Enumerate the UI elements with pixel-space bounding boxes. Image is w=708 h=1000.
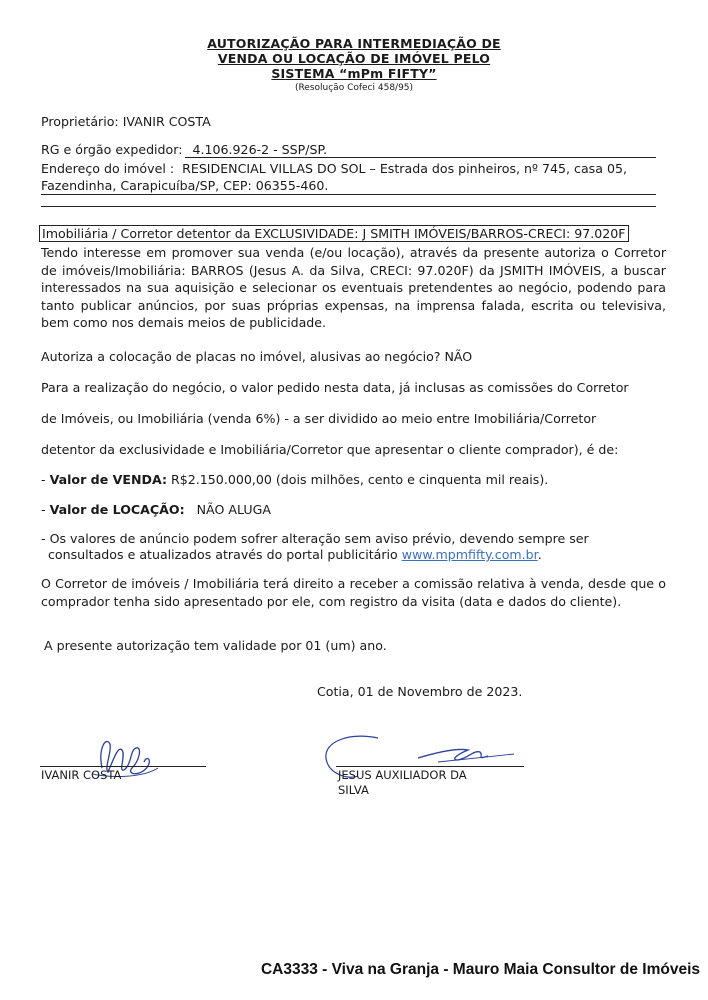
portal-link[interactable]: www.mpmfifty.com.br [401, 547, 538, 562]
owner-signature-name: IVANIR COSTA [41, 768, 122, 782]
interest-paragraph: Tendo interesse em promover sua venda (e/ou locação), através da presente autoriza o Corretor de imóveis/Imobiliária: BARROS (Jesus A. da Silva, CRECI: 97.020F) da JSMITH IMÓVEIS, a buscar interessados na sua aquisição e selecionar os eventuais pretendentes ao negócio, podendo para tanto publicar anúncios, por suas próprias expensas, na imprensa falada, escrita ou televisiva, bem como nos demais meios de publicidade. [41, 245, 666, 330]
document-title-line-3: SISTEMA “mPm FIFTY” [271, 66, 437, 81]
exclusivity-box [39, 225, 629, 242]
resolution-note: (Resolução Cofeci 458/95) [294, 83, 414, 93]
address-line-2: Fazendinha, Carapicuíba/SP, CEP: 06355-460. [41, 178, 329, 193]
broker-signature-line [336, 766, 524, 767]
signs-question: Autoriza a colocação de placas no imóvel, alusivas ao negócio? NÃO [41, 349, 473, 364]
address-value-1: RESIDENCIAL VILLAS DO SOL – Estrada dos pinheiros, nº 745, casa 05, [182, 161, 627, 176]
ads-suffix: . [537, 547, 542, 562]
broker-name-line-2: SILVA [338, 783, 369, 797]
price-line-1: Para a realização do negócio, o valor pedido nesta data, já inclusas as comissões do Corretor [41, 380, 629, 395]
ads-text-2: consultados e atualizados através do portal publicitário [48, 547, 398, 562]
rent-value: NÃO ALUGA [196, 502, 271, 517]
address-line-1 [41, 160, 627, 177]
date-line: Cotia, 01 de Novembro de 2023. [317, 684, 523, 699]
ads-line-2 [48, 546, 542, 563]
broker-name-line-1: JESUS AUXILIADOR DA [338, 768, 467, 782]
rent-bullet: - [41, 502, 46, 517]
broker-signature-name [338, 768, 467, 798]
sale-line [41, 471, 548, 488]
document-title-line-1: AUTORIZAÇÃO PARA INTERMEDIAÇÃO DE [207, 36, 501, 51]
rg-line [41, 141, 327, 158]
validity-line: A presente autorização tem validade por 01 (um) ano. [44, 638, 387, 653]
address-underline-2 [41, 206, 656, 207]
address-underline-1 [41, 194, 656, 195]
exclusivity-text: Imobiliária / Corretor detentor da EXCLUSIVIDADE: J SMITH IMÓVEIS/BARROS-CRECI: 97.020F [39, 225, 629, 242]
rent-line [41, 501, 271, 518]
ads-bullet: - [41, 531, 46, 546]
rg-underline [185, 157, 656, 158]
ads-line-1 [41, 530, 589, 547]
price-line-2: de Imóveis, ou Imobiliária (venda 6%) - a ser dividido ao meio entre Imobiliária/Corretor [41, 411, 597, 426]
ads-text-1: Os valores de anúncio podem sofrer alteração sem aviso prévio, devendo sempre ser [49, 531, 589, 546]
sale-bullet: - [41, 472, 46, 487]
rg-value: 4.106.926-2 - SSP/SP. [192, 142, 328, 157]
address-label: Endereço do imóvel : [41, 161, 175, 176]
commission-paragraph: O Corretor de imóveis / Imobiliária terá direito a receber a comissão relativa à venda, desde que o comprador tenha sido apresentado por ele, com registro da visita (data e dados do cliente). [41, 576, 666, 609]
sale-label: Valor de VENDA: [49, 472, 167, 487]
price-line-3: detentor da exclusividade e Imobiliária/Corretor que apresentar o cliente comprador), é de: [41, 442, 619, 457]
owner-signature-line [40, 766, 206, 767]
document-title-line-2: VENDA OU LOCAÇÃO DE IMÓVEL PELO [217, 51, 491, 66]
owner-label: Proprietário: [41, 114, 119, 129]
rent-label: Valor de LOCAÇÃO: [49, 502, 185, 517]
sale-value: R$2.150.000,00 (dois milhões, cento e cinquenta mil reais). [171, 472, 549, 487]
rg-label: RG e órgão expedidor: [41, 142, 183, 157]
footer-caption: CA3333 - Viva na Granja - Mauro Maia Consultor de Imóveis [260, 961, 700, 978]
owner-line [41, 113, 211, 130]
owner-name: IVANIR COSTA [122, 114, 211, 129]
